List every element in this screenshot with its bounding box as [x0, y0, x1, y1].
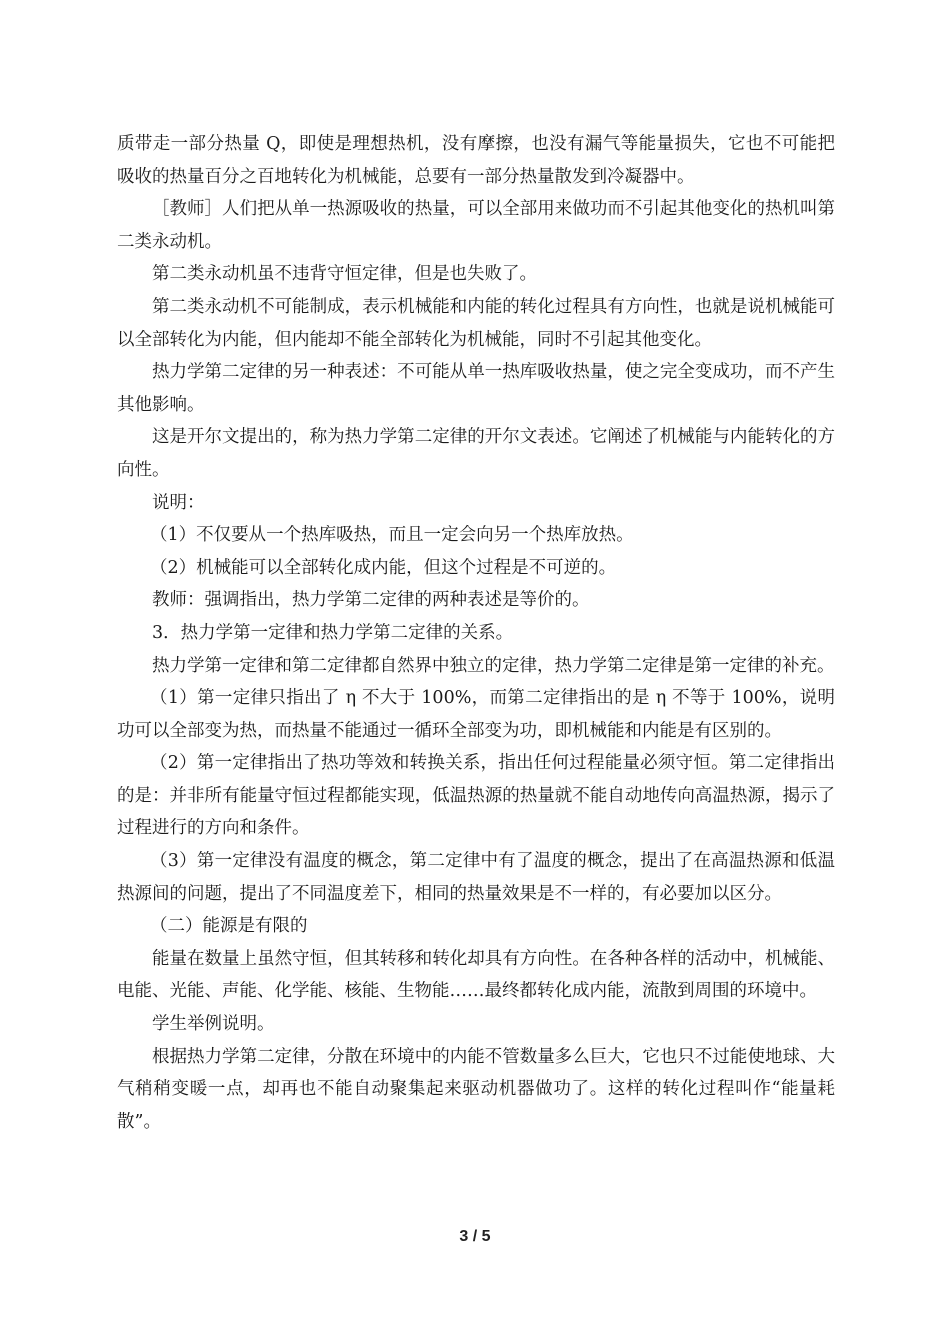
- list-item: （1）不仅要从一个热库吸热，而且一定会向另一个热库放热。: [150, 525, 634, 546]
- section-heading: （二）能源是有限的: [150, 916, 308, 937]
- paragraph: 第二类永动机虽不违背守恒定律，但是也失败了。: [152, 264, 537, 285]
- paragraph: 教师：强调指出，热力学第二定律的两种表述是等价的。: [152, 590, 590, 611]
- paragraph: 第二类永动机不可能制成，表示机械能和内能的转化过程具有方向性，也就是说机械能可以全部转化为内能，但内能却不能全部转化为机械能，同时不引起其他变化。: [117, 296, 835, 350]
- list-item: （1）第一定律只指出了 η 不大于 100%，而第二定律指出的是 η 不等于 100%，说明功可以全部变为热，而热量不能通过一循环全部变为功，即机械能和内能是有区别的。: [117, 688, 835, 741]
- page-number: 3 / 5: [459, 1228, 491, 1245]
- list-item: （2）机械能可以全部转化成内能，但这个过程是不可逆的。: [150, 557, 617, 578]
- list-item: （2）第一定律指出了热功等效和转换关系，指出任何过程能量必须守恒。第二定律指出的是：并非所有能量守恒过程都能实现，低温热源的热量就不能自动地传向高温热源，揭示了过程进行的方向和条件。: [117, 753, 835, 839]
- paragraph: 学生举例说明。: [152, 1014, 275, 1035]
- paragraph: ［教师］人们把从单一热源吸收的热量，可以全部用来做功而不引起其他变化的热机叫第二类永动机。: [117, 199, 835, 252]
- list-item: （3）第一定律没有温度的概念，第二定律中有了温度的概念，提出了在高温热源和低温热源间的问题，提出了不同温度差下，相同的热量效果是不一样的，有必要加以区分。: [117, 851, 835, 904]
- paragraph: 能量在数量上虽然守恒，但其转移和转化却具有方向性。在各种各样的活动中，机械能、电能、光能、声能、化学能、核能、生物能……最终都转化成内能，流散到周围的环境中。: [117, 948, 835, 1002]
- document-body: [117, 128, 835, 1138]
- section-heading: 3．热力学第一定律和热力学第二定律的关系。: [152, 622, 514, 643]
- paragraph: 根据热力学第二定律，分散在环境中的内能不管数量多么巨大，它也只不过能使地球、大气稍稍变暖一点，却再也不能自动聚集起来驱动机器做功了。这样的转化过程叫作“能量耗散”。: [117, 1046, 835, 1132]
- paragraph: 这是开尔文提出的，称为热力学第二定律的开尔文表述。它阐述了机械能与内能转化的方向性。: [117, 427, 835, 480]
- paragraph: 热力学第二定律的另一种表述：不可能从单一热库吸收热量，使之完全变成功，而不产生其他影响。: [117, 362, 835, 415]
- paragraph: 质带走一部分热量 Q，即使是理想热机，没有摩擦，也没有漏气等能量损失，它也不可能把吸收的热量百分之百地转化为机械能，总要有一部分热量散发到冷凝器中。: [117, 134, 835, 187]
- paragraph: 说明：: [152, 492, 205, 513]
- paragraph: 热力学第一定律和第二定律都自然界中独立的定律，热力学第二定律是第一定律的补充。: [152, 655, 835, 676]
